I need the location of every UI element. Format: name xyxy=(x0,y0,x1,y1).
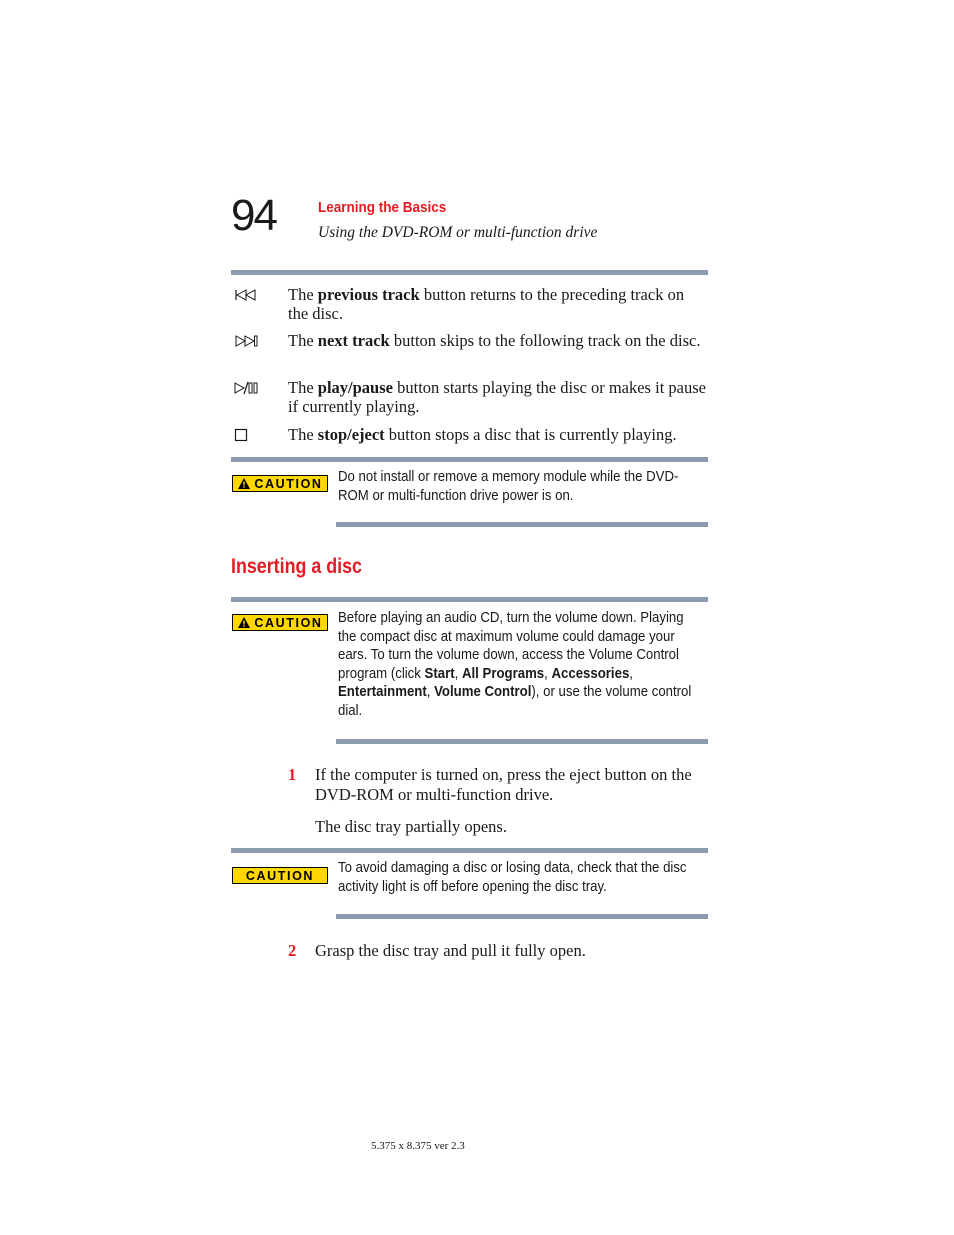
step-text: Grasp the disc tray and pull it fully open. xyxy=(315,941,586,960)
divider-rule xyxy=(231,457,708,462)
caution-label: CAUTION xyxy=(254,476,323,491)
section-heading: Inserting a disc xyxy=(231,555,362,578)
button-description: The stop/eject button stops a disc that is currently playing. xyxy=(288,425,677,444)
divider-rule xyxy=(231,597,708,602)
warning-icon xyxy=(237,616,251,629)
button-description: The previous track button returns to the preceding track on the disc. xyxy=(288,285,685,323)
step-number: 1 xyxy=(288,765,297,784)
next-track-icon xyxy=(233,332,259,350)
page-footer: 5.375 x 8.375 ver 2.3 xyxy=(371,1140,465,1152)
play-pause-icon xyxy=(233,379,259,397)
caution-message: Do not install or remove a memory module while the DVD-ROM or multi-function drive power is on. xyxy=(338,468,679,504)
chapter-title: Learning the Basics xyxy=(318,199,447,216)
divider-rule xyxy=(231,848,708,853)
caution-label: CAUTION xyxy=(245,868,315,883)
step-text: If the computer is turned on, press the eject button on the DVD-ROM or multi-function drive. xyxy=(315,765,692,804)
button-description: The next track button skips to the following track on the disc. xyxy=(288,331,701,350)
page-number: 94 xyxy=(231,191,276,240)
divider-rule xyxy=(336,914,708,919)
warning-icon xyxy=(237,477,251,490)
divider-rule xyxy=(231,270,708,275)
stop-eject-icon xyxy=(233,426,259,444)
caution-label: CAUTION xyxy=(254,615,323,630)
caution-badge xyxy=(232,475,328,492)
caution-message: To avoid damaging a disc or losing data, check that the disc activity light is off before opening the disc tray. xyxy=(338,859,687,895)
caution-message: Before playing an audio CD, turn the volume down. Playing the compact disc at maximum volume could damage your ears. To turn the volume down, access the Volume Control program (click Start, All Programs, Accessories, Entertainment, Volume Control), or use the volume control dial. xyxy=(338,609,692,719)
button-description: The play/pause button starts playing the disc or makes it pause if currently playing. xyxy=(288,378,706,416)
divider-rule xyxy=(336,739,708,744)
section-subtitle: Using the DVD-ROM or multi-function drive xyxy=(318,224,598,241)
divider-rule xyxy=(336,522,708,527)
caution-badge xyxy=(232,614,328,631)
caution-badge xyxy=(232,867,328,884)
step-number: 2 xyxy=(288,941,297,960)
previous-track-icon xyxy=(233,286,259,304)
step-result: The disc tray partially opens. xyxy=(315,817,507,836)
